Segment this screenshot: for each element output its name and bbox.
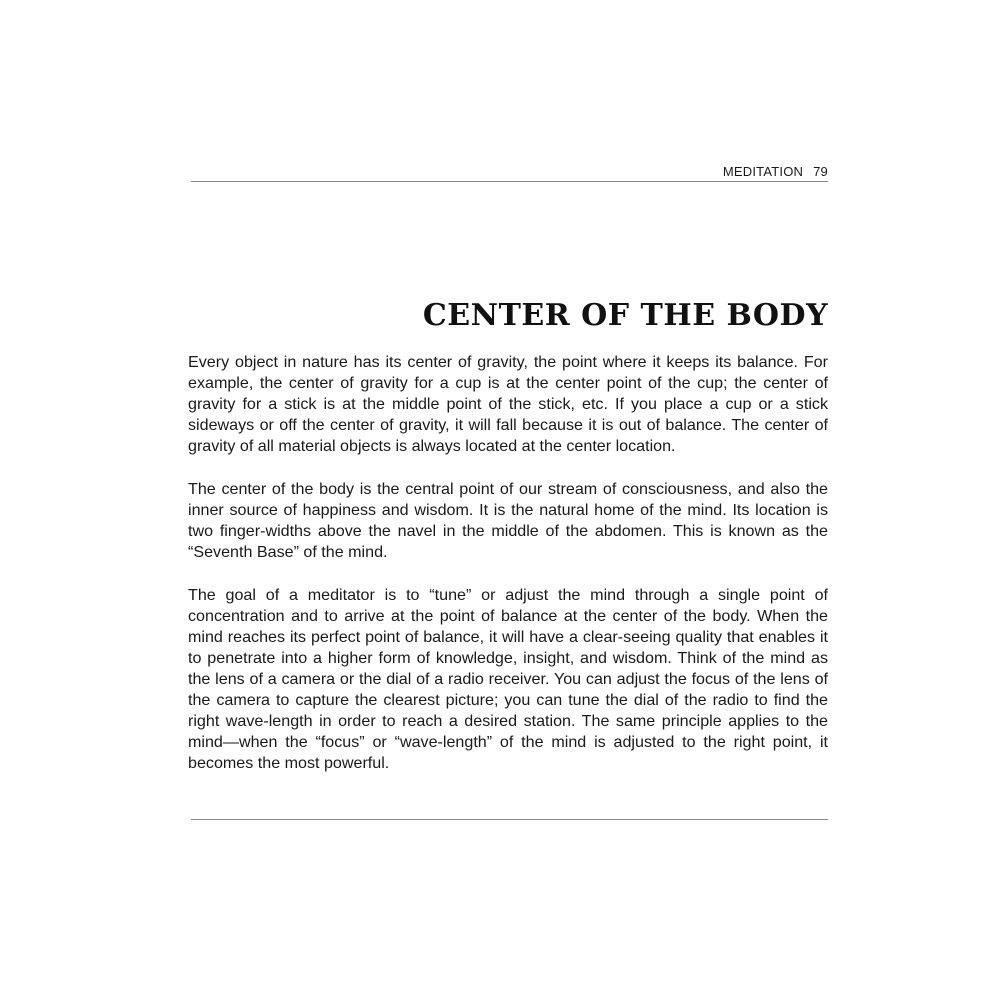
paragraph: The center of the body is the central point of our stream of consciousness, and also the inner source of happiness and wisdom. It is the natural home of the mind. Its location is two finger-widths above the navel in the middle of the abdomen. This is known as the “Seventh Base” of the mind.	[188, 480, 828, 561]
running-head	[723, 164, 828, 179]
header-rule	[191, 181, 828, 182]
paragraph: Every object in nature has its center of gravity, the point where it keeps its balance. For example, the center of gravity for a cup is at the center point of the cup; the center of gravity for a stick is at the middle point of the stick, etc. If you place a cup or a stick sideways or off the center of gravity, it will fall because it is out of balance. The center of gravity of all material objects is always located at the center location.	[188, 353, 828, 455]
body-text	[188, 352, 828, 796]
footer-rule	[191, 819, 828, 820]
chapter-title: CENTER OF THE BODY	[422, 298, 828, 333]
section-label: MEDITATION	[722, 164, 804, 179]
page-number: 79	[813, 164, 828, 179]
paragraph: The goal of a meditator is to “tune” or adjust the mind through a single point of concentration and to arrive at the point of balance at the center of the body. When the mind reaches its perfect point of balance, it will have a clear-seeing quality that enables it to penetrate into a higher form of knowledge, insight, and wisdom. Think of the mind as the lens of a camera or the dial of a radio receiver. You can adjust the focus of the lens of the camera to capture the clearest picture; you can tune the dial of the radio to find the right wave-length in order to reach a desired station. The same principle applies to the mind—when the “focus” or “wave-length” of the mind is adjusted to the right point, it becomes the most powerful.	[188, 586, 828, 772]
